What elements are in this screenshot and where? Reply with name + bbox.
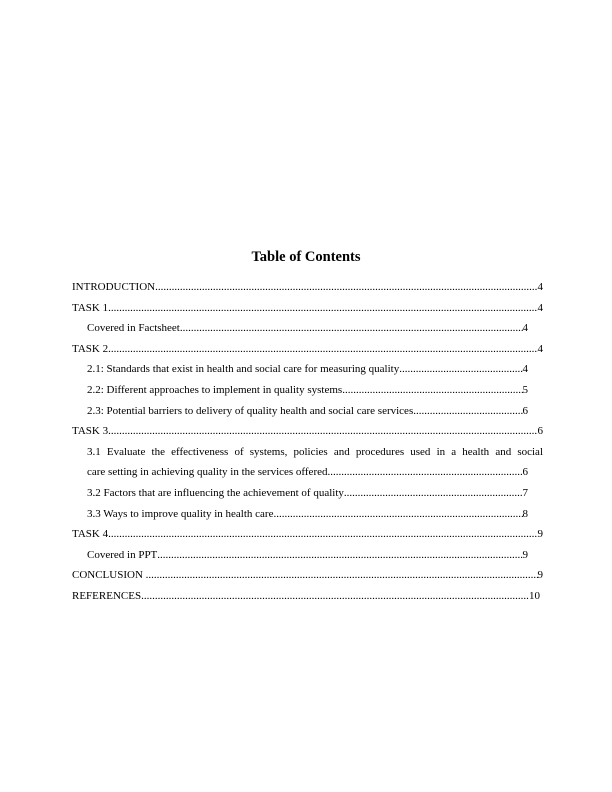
- toc-entry-text: REFERENCES: [72, 589, 142, 602]
- toc-entry-page: 9: [537, 528, 543, 541]
- toc-entry-text: 2.2: Different approaches to implement in quality systems: [87, 383, 343, 396]
- dot-leader: [180, 318, 523, 339]
- dot-leader: [108, 298, 537, 319]
- dot-leader: [108, 524, 537, 545]
- dot-leader: [108, 421, 537, 442]
- toc-entry-page: 4: [537, 301, 543, 314]
- toc-entry-page: 4: [537, 342, 543, 355]
- toc-entry-text: INTRODUCTION: [72, 281, 156, 293]
- toc-entry-text: CONCLUSION: [72, 569, 146, 582]
- table-of-contents: [72, 277, 543, 607]
- toc-entry-page: 7: [522, 486, 528, 499]
- toc-entry-page: 6: [522, 466, 528, 479]
- toc-entry-text: 3.3 Ways to improve quality in health care: [87, 507, 274, 520]
- toc-entry-covered-in-factsheet[interactable]: [87, 318, 543, 339]
- toc-entry-text: 2.3: Potential barriers to delivery of quality health and social care services: [87, 404, 414, 417]
- toc-entry-covered-in-ppt[interactable]: [87, 545, 543, 566]
- toc-entry-3-1[interactable]: [87, 442, 543, 483]
- dot-leader: [273, 504, 522, 525]
- toc-entry-page: 10: [529, 589, 540, 602]
- toc-title: Table of Contents: [251, 249, 361, 265]
- toc-entry-2-1[interactable]: [87, 359, 543, 380]
- toc-entry-text: TASK 2: [72, 342, 109, 355]
- dot-leader: [399, 359, 522, 380]
- toc-entry-page: 4: [537, 281, 543, 293]
- toc-entry-task-4[interactable]: [72, 524, 543, 545]
- dot-leader: [155, 277, 537, 298]
- toc-entry-references[interactable]: [72, 586, 543, 607]
- toc-entry-2-3[interactable]: [87, 401, 543, 422]
- dot-leader: [328, 462, 523, 483]
- toc-entry-text: Covered in PPT: [87, 548, 158, 561]
- dot-leader: [146, 565, 538, 586]
- toc-entry-task-3[interactable]: [72, 421, 543, 442]
- toc-entry-text: TASK 1: [72, 301, 109, 314]
- toc-entry-text-line-1: 3.1 Evaluate the effectiveness of systems, policies and procedures used in a health and social: [87, 445, 543, 458]
- toc-entry-page: 4: [522, 322, 528, 335]
- toc-entry-page: 5: [522, 383, 528, 396]
- dot-leader: [157, 545, 522, 566]
- toc-entry-page: 6: [537, 425, 543, 438]
- toc-entry-conclusion[interactable]: [72, 565, 543, 586]
- toc-entry-3-3[interactable]: [87, 504, 543, 525]
- toc-entry-page: 4: [522, 363, 528, 376]
- toc-entry-page: 9: [522, 548, 528, 561]
- toc-entry-page: 8: [522, 507, 528, 520]
- dot-leader: [344, 483, 523, 504]
- toc-entry-text-line-2: care setting in achieving quality in the services offered: [87, 466, 328, 479]
- dot-leader: [413, 401, 522, 422]
- toc-entry-text: TASK 3: [72, 425, 109, 438]
- toc-entry-introduction[interactable]: [72, 277, 543, 298]
- toc-entry-3-2[interactable]: [87, 483, 543, 504]
- dot-leader: [141, 586, 529, 607]
- toc-entry-text: 2.1: Standards that exist in health and social care for measuring quality: [87, 363, 400, 376]
- toc-entry-task-2[interactable]: [72, 339, 543, 360]
- dot-leader: [108, 339, 537, 360]
- toc-entry-task-1[interactable]: [72, 298, 543, 319]
- toc-entry-2-2[interactable]: [87, 380, 543, 401]
- toc-entry-text: TASK 4: [72, 528, 109, 541]
- toc-entry-page: 9: [537, 569, 543, 582]
- toc-entry-text: 3.2 Factors that are influencing the achievement of quality: [87, 486, 344, 499]
- toc-entry-text: Covered in Factsheet: [87, 322, 180, 335]
- dot-leader: [342, 380, 522, 401]
- toc-entry-page: 6: [522, 404, 528, 417]
